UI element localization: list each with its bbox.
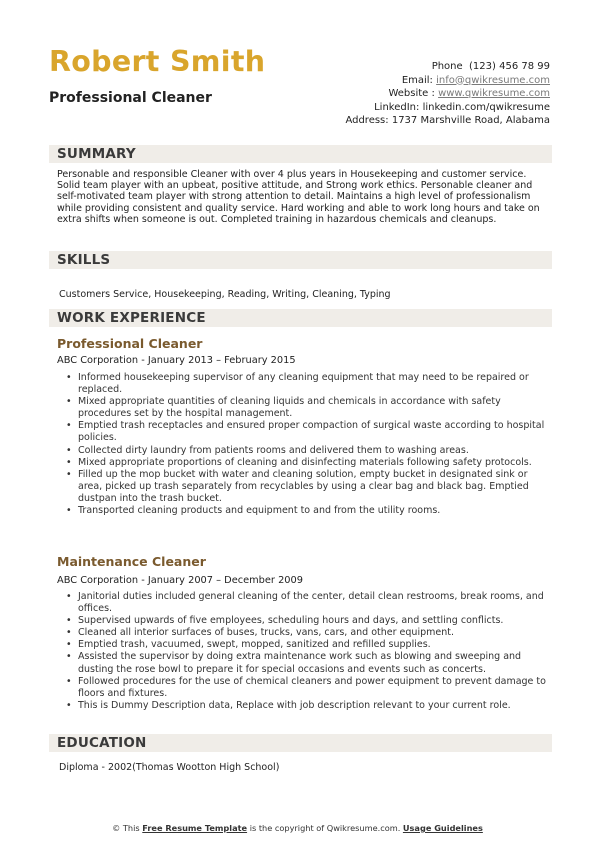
candidate-title: Professional Cleaner (49, 90, 212, 106)
work-experience-heading: WORK EXPERIENCE (57, 310, 206, 326)
list-item: • Followed procedures for the use of chemical cleaners and power equipment to prevent damage to floors and fixtures. (66, 676, 554, 700)
summary-heading: SUMMARY (57, 146, 136, 162)
list-item: • Assisted the supervisor by doing extra maintenance work such as blowing and sweeping and dusting the rose bowl to prepare it for special occasions and events such as concerts. (66, 651, 554, 675)
linkedin-value: linkedin.com/qwikresume (422, 101, 550, 113)
job-bullets-2 (66, 591, 554, 712)
linkedin-label: LinkedIn: (374, 101, 420, 113)
list-item: • Transported cleaning products and equipment to and from the utility rooms. (66, 505, 554, 517)
candidate-name: Robert Smith (49, 45, 266, 78)
section-education (49, 734, 552, 752)
summary-text: Personable and responsible Cleaner with over 4 plus years in Housekeeping and customer service. Solid team player with an upbeat, positive attitude, and Strong work ethics. Personable cleaner and self-motivated team player with strong attention to detail. Maintains a high level of professionalism while providing consistent and quality service. Hard working and able to work long hours and take on extra shifts when someone is out. Completed training in hazardous chemicals and cleanups. (57, 169, 540, 225)
job-bullets-1 (66, 372, 554, 517)
skills-text: Customers Service, Housekeeping, Reading, Writing, Cleaning, Typing (59, 289, 391, 300)
contact-phone (345, 60, 550, 74)
email-label: Email: (401, 74, 433, 86)
education-text: Diploma - 2002(Thomas Wootton High School) (59, 762, 280, 773)
list-item: • Mixed appropriate quantities of cleaning liquids and chemicals in accordance with safety procedures set by the hospital management. (66, 396, 554, 420)
address-label: Address: (345, 115, 389, 126)
list-item: • Emptied trash, vacuumed, swept, mopped, sanitized and refilled supplies. (66, 639, 554, 651)
section-summary (49, 145, 552, 163)
job-company-2: ABC Corporation - January 2007 – December 2009 (57, 575, 304, 586)
list-item: • This is Dummy Description data, Replace with job description relevant to your current role. (66, 700, 554, 712)
website-label: Website : (388, 88, 435, 99)
list-item: • Janitorial duties included general cleaning of the center, detail clean restrooms, break rooms, and offices. (66, 591, 554, 615)
list-item: • Emptied trash receptacles and ensured proper compaction of surgical waste according to hospital policies. (66, 420, 554, 444)
phone-value: (123) 456 78 99 (469, 61, 550, 72)
list-item: • Supervised upwards of five employees, scheduling hours and days, and settling conflicts. (66, 615, 554, 627)
website-link[interactable]: www.qwikresume.com (438, 88, 550, 99)
usage-guidelines-link[interactable]: Usage Guidelines (402, 823, 483, 833)
list-item: • Collected dirty laundry from patients rooms and delivered them to washing areas. (66, 445, 554, 457)
contact-block (345, 60, 550, 128)
contact-address (345, 114, 550, 128)
address-value: 1737 Marshville Road, Alabama (391, 115, 550, 126)
footer (0, 823, 595, 833)
footer-middle: is the copyright of Qwikresume.com. (249, 823, 401, 833)
list-item: • Mixed appropriate proportions of cleaning and disinfecting materials following safety protocols. (66, 457, 554, 469)
phone-label: Phone (431, 61, 463, 72)
job-title-1: Professional Cleaner (57, 336, 203, 351)
free-resume-template-link[interactable]: Free Resume Template (142, 823, 248, 833)
list-item: • Cleaned all interior surfaces of buses, trucks, vans, cars, and other equipment. (66, 627, 554, 639)
footer-prefix: © This (112, 823, 140, 833)
contact-website (345, 87, 550, 101)
list-item: • Informed housekeeping supervisor of any cleaning equipment that may need to be repaired or replaced. (66, 372, 554, 396)
skills-heading: SKILLS (57, 252, 111, 268)
section-skills (49, 251, 552, 269)
contact-linkedin (345, 101, 550, 115)
section-work-experience (49, 309, 552, 327)
job-title-2: Maintenance Cleaner (57, 554, 206, 569)
job-company-1: ABC Corporation - January 2013 – February 2015 (57, 355, 296, 366)
email-link[interactable]: info@qwikresume.com (436, 74, 550, 86)
education-heading: EDUCATION (57, 735, 147, 751)
resume-header (0, 0, 595, 140)
list-item: • Filled up the mop bucket with water and cleaning solution, empty bucket in designated sink or area, picked up trash separately from recyclables by using a clear bag and black bag. Emptied dustpan into the trash bucket. (66, 469, 554, 505)
contact-email (345, 74, 550, 88)
